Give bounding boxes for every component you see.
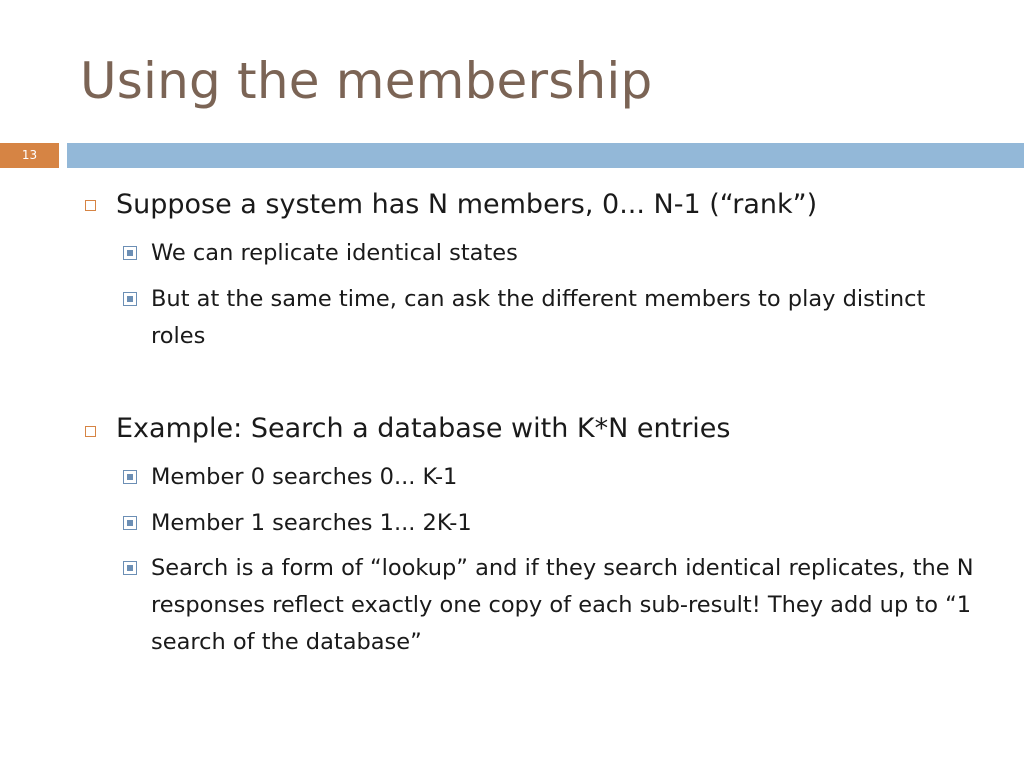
slide-number: 13 (0, 143, 59, 168)
square-sub-bullet-icon (123, 561, 137, 575)
square-sub-bullet-icon (123, 516, 137, 530)
bullet-text: Example: Search a database with K*N entries (116, 413, 731, 444)
sub-bullet-text: We can replicate identical states (151, 240, 518, 266)
square-sub-bullet-icon (123, 292, 137, 306)
sub-bullet-text: Search is a form of “lookup” and if they search identical replicates, the N responses reflect exactly one copy of each sub-result! They add up to “1 search of the database” (151, 555, 974, 655)
square-sub-bullet-icon (123, 470, 137, 484)
sub-bullet-text: But at the same time, can ask the different members to play distinct roles (151, 286, 926, 349)
square-bullet-icon (85, 200, 96, 211)
sub-bullet-text: Member 0 searches 0... K-1 (151, 464, 458, 490)
slide-title: Using the membership (80, 52, 653, 110)
square-bullet-icon (85, 426, 96, 437)
square-sub-bullet-icon (123, 246, 137, 260)
sub-bullet-text: Member 1 searches 1... 2K-1 (151, 510, 472, 536)
bullet-text: Suppose a system has N members, 0... N-1 (“rank”) (116, 189, 818, 220)
